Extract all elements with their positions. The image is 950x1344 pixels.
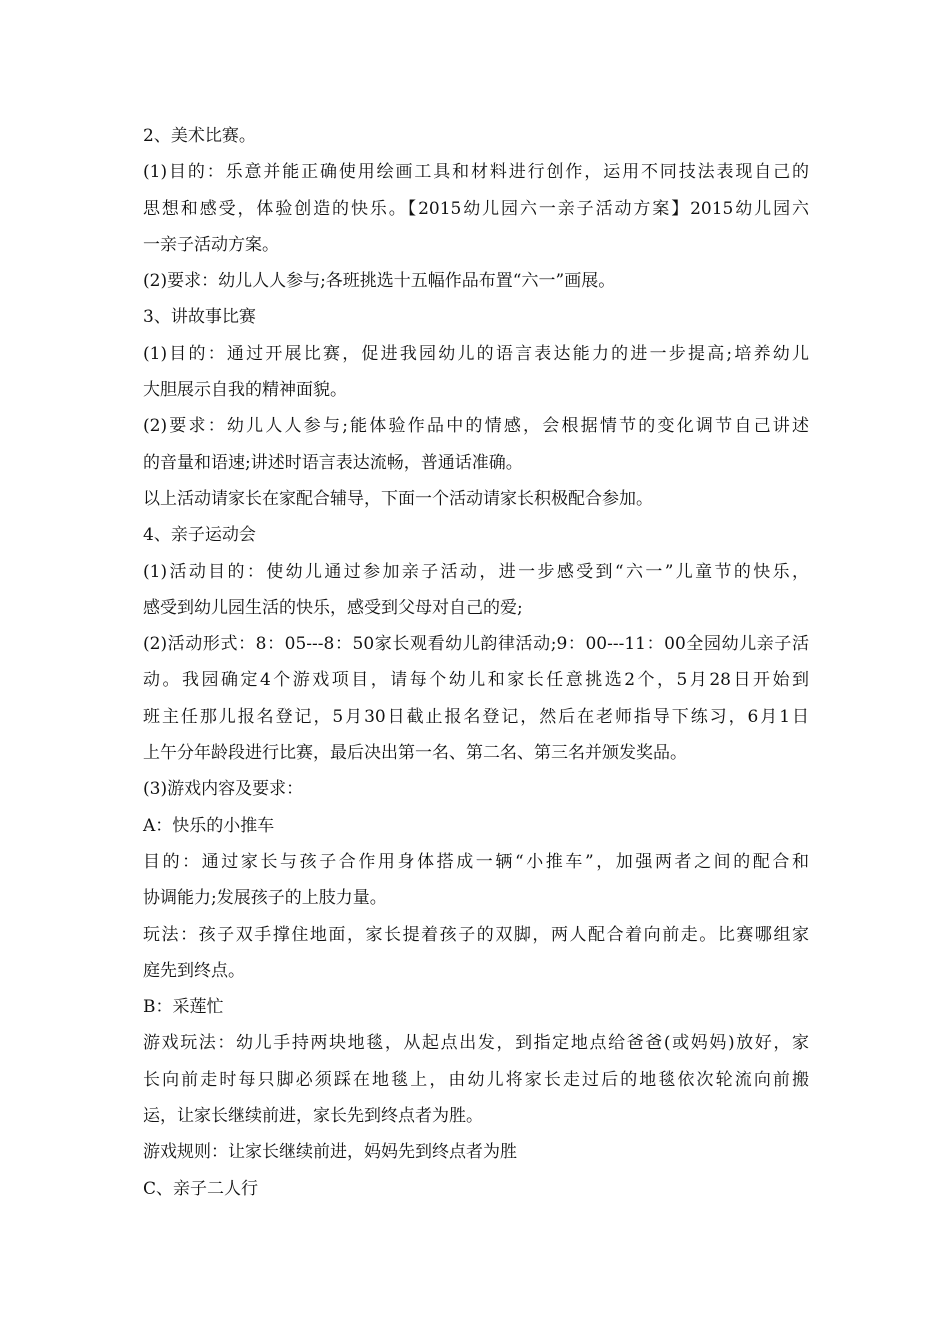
text-line: 协调能力;发展孩子的上肢力量。 [143,888,387,909]
text-line: (1)目的：通过开展比赛，促进我园幼儿的语言表达能力的进一步提高;培养幼儿 [143,343,809,364]
paragraph [143,408,809,481]
text-line: 以上活动请家长在家配合辅导，下面一个活动请家长积极配合参加。 [143,488,653,509]
paragraph [143,808,809,844]
text-line: 一亲子活动方案。 [143,234,279,255]
document-page [143,118,809,1207]
paragraph [143,118,809,154]
paragraph [143,1171,809,1207]
text-line: 大胆展示自我的精神面貌。 [143,380,347,401]
paragraph [143,336,809,409]
text-line: 2、美术比赛。 [143,126,256,146]
text-line: 庭先到终点。 [143,960,245,981]
text-line: (1)目的：乐意并能正确使用绘画工具和材料进行创作，运用不同技法表现自己的 [143,162,809,183]
paragraph [143,989,809,1025]
text-line: A：快乐的小推车 [143,815,275,836]
text-line: (2)要求：幼儿人人参与;各班挑选十五幅作品布置“六一”画展。 [143,271,616,292]
text-line: (2)要求：幼儿人人参与;能体验作品中的情感，会根据情节的变化调节自己讲述 [143,416,809,437]
text-line: C、亲子二人行 [143,1178,259,1199]
paragraph [143,554,809,627]
text-line: 动。我园确定4个游戏项目，请每个幼儿和家长任意挑选2个，5月28日开始到 [143,670,809,691]
text-line: 3、讲故事比赛 [143,307,256,328]
paragraph [143,771,809,807]
text-line: 班主任那儿报名登记，5月30日截止报名登记，然后在老师指导下练习，6月1日 [143,706,809,727]
text-line: B：采莲忙 [143,997,224,1018]
text-line: (2)活动形式：8：05---8：50家长观看幼儿韵律活动;9：00---11：00全园幼儿亲子活 [143,634,809,655]
paragraph [143,844,809,917]
paragraph [143,263,809,299]
paragraph [143,299,809,335]
paragraph [143,154,809,263]
paragraph [143,1134,809,1170]
text-line: (1)活动目的：使幼儿通过参加亲子活动，进一步感受到“六一”儿童节的快乐， [143,561,809,582]
text-line: 玩法：孩子双手撑住地面，家长提着孩子的双脚，两人配合着向前走。比赛哪组家 [143,924,809,945]
paragraph [143,481,809,517]
text-line: 目的：通过家长与孩子合作用身体搭成一辆“小推车”，加强两者之间的配合和 [143,851,809,872]
paragraph [143,517,809,553]
text-line: 的音量和语速;讲述时语言表达流畅，普通话准确。 [143,452,523,473]
paragraph [143,917,809,990]
paragraph [143,626,809,771]
text-line: 感受到幼儿园生活的快乐，感受到父母对自己的爱; [143,597,523,618]
text-line: 长向前走时每只脚必须踩在地毯上，由幼儿将家长走过后的地毯依次轮流向前搬 [143,1069,809,1090]
text-line: 游戏玩法：幼儿手持两块地毯，从起点出发，到指定地点给爸爸(或妈妈)放好，家 [143,1033,809,1054]
text-line: (3)游戏内容及要求： [143,779,304,800]
text-line: 运，让家长继续前进，家长先到终点者为胜。 [143,1106,483,1127]
text-line: 思想和感受，体验创造的快乐。【2015幼儿园六一亲子活动方案】2015幼儿园六 [143,198,809,219]
text-line: 游戏规则：让家长继续前进，妈妈先到终点者为胜 [143,1142,517,1163]
paragraph [143,1025,809,1134]
text-line: 4、亲子运动会 [143,525,256,546]
text-line: 上午分年龄段进行比赛，最后决出第一名、第二名、第三名并颁发奖品。 [143,743,687,764]
